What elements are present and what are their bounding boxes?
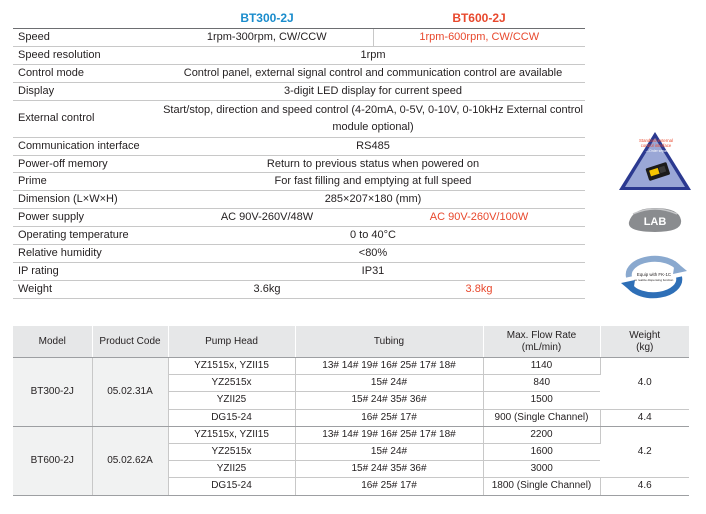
spec-label: Communication interface (13, 137, 161, 155)
standard-text-line3: —Order separately (645, 149, 675, 153)
spec-label: IP rating (13, 262, 161, 280)
spec-value-bt600: 1rpm-600rpm, CW/CCW (373, 29, 585, 47)
spec-value: 0 to 40°C (161, 227, 585, 245)
pump-head-cell: YZ1515x, YZII15 (168, 426, 295, 443)
spec-row-power-supply (13, 209, 585, 227)
tubing-cell: 15# 24# 35# 36# (295, 392, 483, 409)
flow-cell: 840 (483, 375, 600, 392)
tubing-cell: 13# 14# 19# 16# 25# 17# 18# (295, 358, 483, 375)
flow-cell: 1800 (Single Channel) (483, 478, 600, 495)
header-tubing: Tubing (295, 326, 483, 358)
flow-cell: 1500 (483, 392, 600, 409)
spec-label: Relative humidity (13, 245, 161, 263)
spec-label: Control mode (13, 64, 161, 82)
flow-cell: 1140 (483, 358, 600, 375)
spec-value-bt300: 1rpm-300rpm, CW/CCW (161, 29, 373, 47)
weight-cell: 4.0 (600, 358, 689, 410)
spec-value: 3-digit LED display for current speed (161, 82, 585, 100)
header-pump-head: Pump Head (168, 326, 295, 358)
spec-row-communication-interface (13, 137, 585, 155)
spec-label: Prime (13, 173, 161, 191)
standard-text-line2: control interface (640, 143, 672, 148)
flow-cell: 2200 (483, 426, 600, 443)
spec-row-dimension (13, 191, 585, 209)
spec-label: Power supply (13, 209, 161, 227)
recycle-text-line2: to realize dispensing function (634, 278, 674, 282)
spec-label: Speed (13, 29, 161, 47)
pump-head-cell: YZ2515x (168, 444, 295, 461)
spec-value-bt300: 3.6kg (161, 280, 373, 298)
weight-cell: 4.2 (600, 426, 689, 478)
spec-row-speed-resolution (13, 46, 585, 64)
spec-row-operating-temperature (13, 227, 585, 245)
weight-cell: 4.4 (600, 409, 689, 426)
header-flow-line1: Max. Flow Rate (506, 329, 577, 341)
table-row (13, 358, 689, 375)
spec-value: RS485 (161, 137, 585, 155)
pump-head-cell: YZ2515x (168, 375, 295, 392)
header-weight-line1: Weight (629, 329, 661, 341)
flow-cell: 3000 (483, 461, 600, 478)
header-flow-line2: (mL/min) (521, 341, 562, 353)
recycle-text-line1: Equip with FK-1C (636, 272, 672, 277)
spec-row-speed (13, 29, 585, 47)
code-cell: 05.02.62A (92, 426, 168, 495)
tubing-cell: 15# 24# (295, 444, 483, 461)
pump-head-cell: YZ1515x, YZII15 (168, 358, 295, 375)
spec-label: Speed resolution (13, 46, 161, 64)
recycle-icon (617, 255, 691, 299)
spec-header-bt300: BT300-2J (161, 9, 373, 29)
code-cell: 05.02.31A (92, 358, 168, 427)
model-table (13, 326, 689, 496)
spec-header-row (13, 9, 585, 29)
tubing-cell: 16# 25# 17# (295, 409, 483, 426)
spec-value: 1rpm (161, 46, 585, 64)
spec-value: For fast filling and emptying at full speed (161, 173, 585, 191)
pump-head-cell: DG15-24 (168, 478, 295, 495)
spec-row-ip-rating (13, 262, 585, 280)
spec-row-power-off-memory (13, 155, 585, 173)
header-product-code: Product Code (92, 326, 168, 358)
standard-external-control-icon (616, 128, 694, 194)
pump-head-cell: YZII25 (168, 461, 295, 478)
header-weight-line2: (kg) (636, 341, 654, 353)
spec-row-control-mode (13, 64, 585, 82)
lab-text: LAB (643, 216, 667, 228)
spec-row-prime (13, 173, 585, 191)
lab-icon (623, 204, 687, 236)
weight-cell: 4.6 (600, 478, 689, 495)
tubing-cell: 15# 24# 35# 36# (295, 461, 483, 478)
standard-text-line1: Standard external (639, 138, 673, 143)
spec-value: Return to previous status when powered on (161, 155, 585, 173)
spec-value: IP31 (161, 262, 585, 280)
model-table-header (13, 326, 689, 358)
spec-value-bt600: 3.8kg (373, 280, 585, 298)
flow-cell: 1600 (483, 444, 600, 461)
table-row (13, 426, 689, 443)
flow-cell: 900 (Single Channel) (483, 409, 600, 426)
pump-head-cell: YZII25 (168, 392, 295, 409)
model-cell: BT600-2J (13, 426, 92, 495)
spec-header-blank (13, 9, 161, 29)
pump-head-cell: DG15-24 (168, 409, 295, 426)
spec-value: Control panel, external signal control and communication control are available (161, 64, 585, 82)
spec-header-bt600: BT600-2J (373, 9, 585, 29)
spec-value-bt600: AC 90V-260V/100W (373, 209, 585, 227)
spec-table (13, 9, 585, 299)
spec-value-bt300: AC 90V-260V/48W (161, 209, 373, 227)
tubing-cell: 15# 24# (295, 375, 483, 392)
spec-row-display (13, 82, 585, 100)
spec-row-relative-humidity (13, 245, 585, 263)
spec-label: Dimension (L×W×H) (13, 191, 161, 209)
spec-label: Weight (13, 280, 161, 298)
spec-label: External control (13, 100, 161, 137)
header-flow-rate (483, 326, 600, 358)
model-cell: BT300-2J (13, 358, 92, 427)
tubing-cell: 16# 25# 17# (295, 478, 483, 495)
recycle-arrow-top (673, 261, 687, 274)
recycle-arrow-bottom (621, 280, 635, 293)
spec-value: <80% (161, 245, 585, 263)
spec-label: Power-off memory (13, 155, 161, 173)
header-model: Model (13, 326, 92, 358)
spec-row-weight (13, 280, 585, 298)
spec-value: 285×207×180 (mm) (161, 191, 585, 209)
tubing-cell: 13# 14# 19# 16# 25# 17# 18# (295, 426, 483, 443)
spec-label: Operating temperature (13, 227, 161, 245)
spec-label: Display (13, 82, 161, 100)
spec-value: Start/stop, direction and speed control (4-20mA, 0-5V, 0-10V, 0-10kHz External control module optional) (161, 100, 585, 137)
spec-row-external-control (13, 100, 585, 137)
header-weight (600, 326, 689, 358)
